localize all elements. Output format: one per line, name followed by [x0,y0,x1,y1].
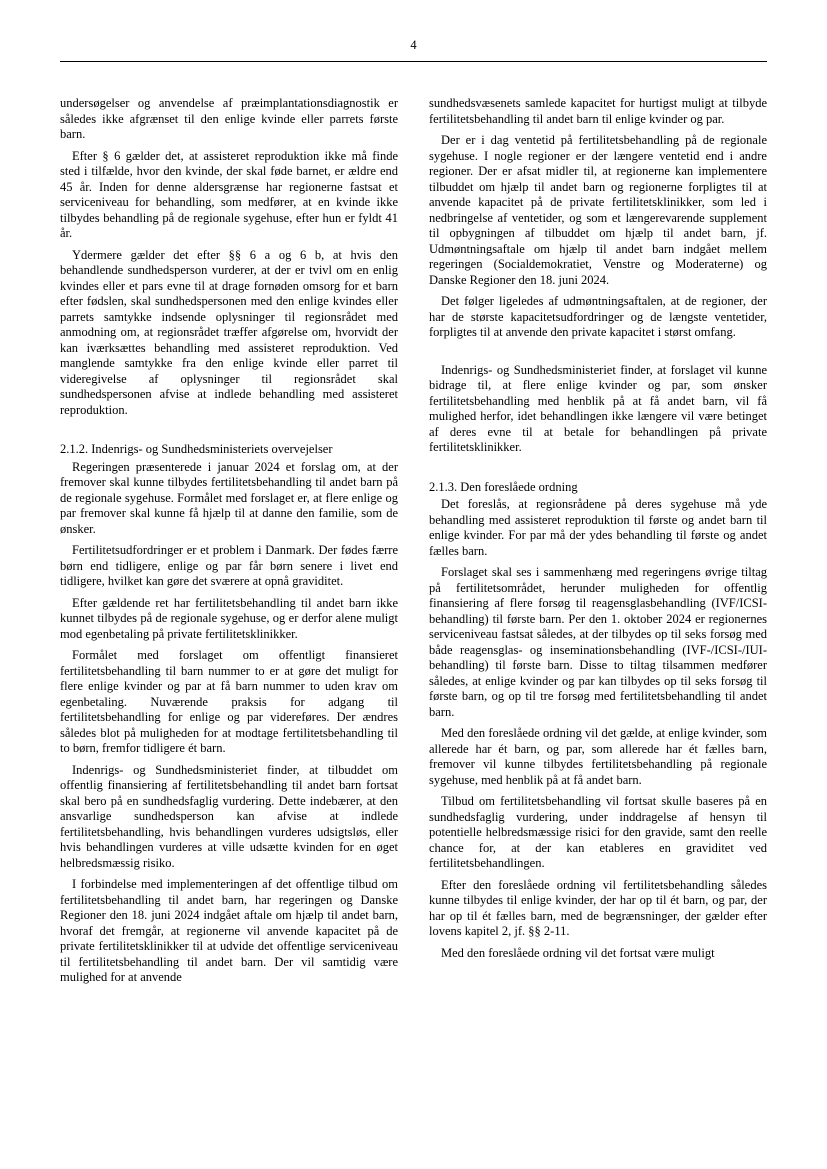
paragraph: I forbindelse med implementeringen af det offentlige tilbud om fertilitetsbehandling til andet barn, har regeringen og Danske Regioner den 18. juni 2024 indgået aftale om hjælp til andet barn, hvoraf det fremgår, at regionerne vil anvende kapacitet på de private fertilitetsklinikker til at udvide det offentlige serviceniveau til fertilitetsbehandling til andet barn. Der vil samtidig være mulighed for at anvende [60,877,398,984]
right-column [429,96,767,967]
paragraph: Regeringen præsenterede i januar 2024 et forslag om, at der fremover skal kunne tilbydes fertilitetsbehandling til andet barn på de regionale sygehuse. Formålet med forslaget er, at flere enlige og par fremover skal kunne få hjælp til at danne den familie, som de ønsker. [60,459,398,536]
paragraph: Det følger ligeledes af udmøntningsaftalen, at de regioner, der har de største kapacitetsudfordringer og de længste ventetider, forpligtes til at anvende den private kapacitet i størst omfang. [429,294,767,339]
paragraph: Efter § 6 gælder det, at assisteret reproduktion ikke må finde sted i tilfælde, hvor den kvinde, der skal føde barnet, er ældre end 45 år. Inden for denne aldersgrænse har regionerne fastsat et serviceniveau for behandling, som medfører, at en kvinde ikke tilbydes behandling på de regionale sygehuse, efter hun er fyldt 41 år. [60,148,398,240]
paragraph: Fertilitetsudfordringer er et problem i Danmark. Der fødes færre børn end tidligere, enlige og par får børn senere i livet end tidligere, hvilket kan gøre det sværere at opnå graviditet. [60,543,398,588]
section-heading: 2.1.3. Den foreslåede ordning [429,479,578,494]
paragraph: Formålet med forslaget om offentligt finansieret fertilitetsbehandling til barn nummer to er at gøre det muligt for flere enlige kvinder og par at få barn nummer to uden krav om egenbetaling. Nuværende praksis for adgang til fertilitetsbehandling for enlige og par videreføres. Der ændres således blot på muligheden for at modtage fertilitetsbehandling til to børn, fremfor tidligere ét barn. [60,648,398,755]
header-rule [60,61,767,62]
paragraph: Tilbud om fertilitetsbehandling vil fortsat skulle baseres på en sundhedsfaglig vurdering, under inddragelse af hensyn til potentielle helbredsmæssige risici for den gravide, samt den reelle chance for, at der kan etableres en graviditet ved fertilitetsbehandlingen. [429,794,767,870]
paragraph: Det foreslås, at regionsrådene på deres sygehuse må yde behandling med assisteret reproduktion til første og andet barn til enlige kvinder. For par må der ydes behandling til første og andet fælles barn. [429,497,767,558]
paragraph: Ydermere gælder det efter §§ 6 a og 6 b, at hvis den behandlende sundhedsperson vurderer, at der er tvivl om en enlig kvindes eller et pars evne til at drage fornøden omsorg for et barn efter fødslen, skal sundhedspersonen med den enlige kvindes eller parrets samtykke indsende oplysninger til regionsrådet med anmodning om, at regionsrådet træffer afgørelse om, hvorvidt der kan iværksættes behandling med assisteret reproduktion. Ved manglende samtykke fra den enlige kvinde eller parret til videregivelse af oplysninger til regionsrådet skal sundhedspersonen afvise at indlede behandling med assisteret reproduktion. [60,247,398,417]
paragraph: Med den foreslåede ordning vil det gælde, at enlige kvinder, som allerede har ét barn, og par, som allerede har ét fælles barn, fremover vil kunne tilbydes fertilitetsbehandling på regionale sygehuse, med henblik på at få andet barn. [429,726,767,787]
paragraph: Efter gældende ret har fertilitetsbehandling til andet barn ikke kunnet tilbydes på de regionale sygehuse, og er derfor alene muligt mod egenbetaling på private fertilitetsklinikker. [60,595,398,641]
paragraph: Med den foreslåede ordning vil det fortsat være muligt [441,945,715,960]
paragraph: Efter den foreslåede ordning vil fertilitetsbehandling således kunne tilbydes til enlige kvinder, der har op til ét barn, og par, der har op til ét fælles barn, med de begrænsninger, der gælder efter lovens kapitel 2, jf. §§ 2-11. [429,877,767,938]
paragraph: Indenrigs- og Sundhedsministeriet finder, at tilbuddet om offentlig finansiering af fertilitetsbehandling til andet barn fortsat skal bero på en sundhedsfaglig vurdering. Dette indebærer, at den ansvarlige sundhedsperson kan afvise at indlede fertilitetsbehandling, hvis behandlingen vurderes udsigtsløs, eller hvis behandlingen vurderes at ville udsætte kvinden for en øget helbredsmæssig risiko. [60,762,398,870]
paragraph: undersøgelser og anvendelse af præimplantationsdiagnostik er således ikke afgrænset til den enlige kvinde eller parrets første barn. [60,96,398,141]
paragraph: Indenrigs- og Sundhedsministeriet finder, at forslaget vil kunne bidrage til, at flere enlige kvinder og par, som ønsker fertilitetsbehandling med henblik på at få andet barn, vil få mulighed herfor, idet behandlingen ikke længere vil være betinget af deres evne til at betale for behandlingen på private fertilitetsklinikker. [429,362,767,454]
left-column [60,96,398,992]
page-number: 4 [410,38,417,52]
paragraph: Forslaget skal ses i sammenhæng med regeringens øvrige tiltag på fertilitetsområdet, herunder muligheden for offentlig finansiering af flere forsøg til reagensglasbehandling (IVF/ICSI-behandling) til første barn. Per den 1. oktober 2024 er regionernes serviceniveau fastsat således, at der tilbydes op til seks forsøg med både reagensglas- og inseminationsbehandling (IVF-/ICSI-/IUI-behandling) til første barn. Disse to tiltag tilsammen medfører således, at enlige kvinder og par kan tilbydes op til seks forsøg til første barn, og op til tre forsøg med fertilitetsbehandling til andet barn. [429,565,767,719]
paragraph: sundhedsvæsenets samlede kapacitet for hurtigst muligt at tilbyde fertilitetsbehandling til andet barn til enlige kvinder og par. [429,96,767,126]
paragraph: Der er i dag ventetid på fertilitetsbehandling på de regionale sygehuse. I nogle regioner er der længere ventetid end i andre regioner. Der er afsat midler til, at regionerne kan implementere tilbuddet om hjælp til andet barn og regionerne forpligtes til at anvende kapacitet på de private fertilitetsklinikker, som led i nedbringelse af ventetider, og som et længerevarende supplement til opbygningen af tilbuddet om hjælp til andet barn, jf. Udmøntningsaftale om hjælp til andet barn indgået mellem regeringen (Socialdemokratiet, Venstre og Moderaterne) og Danske Regioner den 18. juni 2024. [429,133,767,287]
section-heading: 2.1.2. Indenrigs- og Sundhedsministeriets overvejelser [60,442,333,456]
